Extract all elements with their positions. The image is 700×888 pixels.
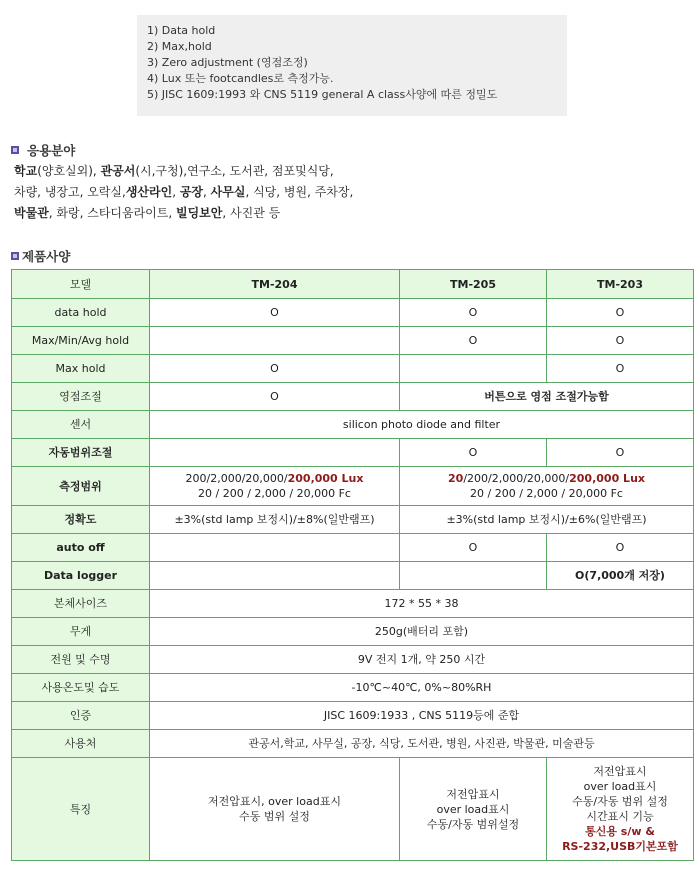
bullet-icon	[11, 146, 19, 154]
bullet-icon	[11, 252, 19, 260]
notes-box	[137, 15, 567, 116]
model-tm204: TM-204	[150, 270, 400, 299]
table-row: auto off O O	[12, 534, 694, 562]
note-line: 5) JISC 1609:1993 와 CNS 5119 general A class사양에 따른 정밀도	[147, 88, 498, 101]
model-label: 모델	[12, 270, 150, 299]
applications-text	[14, 161, 353, 224]
apps-line-3: 박물관, 화랑, 스타디움라이트, 빌딩보안, 사진관 등	[14, 206, 281, 220]
applications-heading: 응용분야	[11, 141, 75, 159]
table-row: 자동범위조절 O O	[12, 439, 694, 467]
apps-line-2: 차량, 냉장고, 오락실,생산라인, 공장, 사무실, 식당, 병원, 주차장,	[14, 185, 354, 199]
table-row: 본체사이즈 172 * 55 * 38	[12, 590, 694, 618]
table-row: 영점조절 O 버튼으로 영점 조절가능함	[12, 383, 694, 411]
table-row: 측정범위 200/2,000/20,000/200,000 Lux 20 / 200 / 2,000 / 20,000 Fc 20/200/2,000/20,000/200,000 Lux 20 / 200 / 2,000 / 20,000 Fc	[12, 467, 694, 506]
table-row: 정확도 ±3%(std lamp 보정시)/±8%(일반램프) ±3%(std lamp 보정시)/±6%(일반램프)	[12, 506, 694, 534]
table-row: 전원 및 수명 9V 전지 1개, 약 250 시간	[12, 646, 694, 674]
table-row: 특징 저전압표시, over load표시 수동 범위 설정 저전압표시 over load표시 수동/자동 범위설정 저전압표시 over load표시 수동/자동 범위 설정 시간표시 기능 통신용 s/w & RS-232,USB기본포함	[12, 758, 694, 861]
spec-table	[11, 269, 694, 861]
table-row: 사용온도및 습도 -10℃~40℃, 0%~80%RH	[12, 674, 694, 702]
note-line: 2) Max,hold	[147, 40, 212, 53]
table-row: 사용처 관공서,학교, 사무실, 공장, 식당, 도서관, 병원, 사진관, 박물관, 미술관등	[12, 730, 694, 758]
table-row: 인증 JISC 1609:1933 , CNS 5119등에 준합	[12, 702, 694, 730]
model-tm203: TM-203	[547, 270, 694, 299]
table-row: 무게 250g(배터리 포함)	[12, 618, 694, 646]
table-row: 센서 silicon photo diode and filter	[12, 411, 694, 439]
spec-heading: 제품사양	[11, 247, 70, 265]
note-line: 4) Lux 또는 footcandles로 측정가능.	[147, 72, 334, 85]
model-tm205: TM-205	[400, 270, 547, 299]
note-line: 3) Zero adjustment (영점조정)	[147, 56, 308, 69]
table-row: Max/Min/Avg hold O O	[12, 327, 694, 355]
note-line: 1) Data hold	[147, 24, 216, 37]
table-header-row	[12, 270, 694, 299]
apps-line-1: 학교(양호실외), 관공서(시,구청),연구소, 도서관, 점포및식당,	[14, 164, 334, 178]
table-row: data hold O O O	[12, 299, 694, 327]
table-row: Data logger O(7,000개 저장)	[12, 562, 694, 590]
table-row: Max hold O O	[12, 355, 694, 383]
